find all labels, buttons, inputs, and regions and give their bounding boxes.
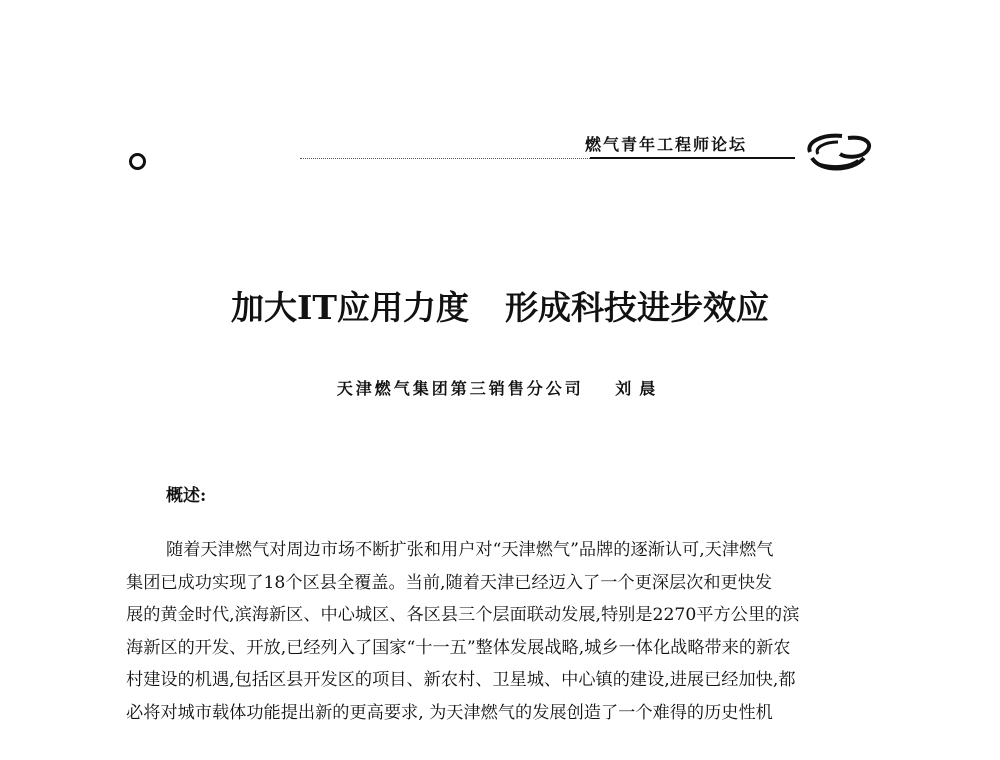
body-line: 海新区的开发、开放,已经列入了国家“十一五”整体发展战略,城乡一体化战略带来的新农 xyxy=(126,637,791,658)
header-dotted-rule xyxy=(300,158,590,159)
body-paragraph xyxy=(126,534,886,729)
article-title-part2: 形成科技进步效应 xyxy=(505,288,769,327)
body-line: 必将对城市载体功能提出新的更高要求, 为天津燃气的发展创造了一个难得的历史性机 xyxy=(126,702,773,723)
author-name: 刘晨 xyxy=(615,379,664,398)
circle-bullet-icon xyxy=(129,153,146,170)
body-line: 村建设的机遇,包括区县开发区的项目、新农村、卫星城、中心镇的建设,进展已经加快,都 xyxy=(126,670,796,690)
body-line: 集团已成功实现了18个区县全覆盖。当前,随着天津已经迈入了一个更深层次和更快发 xyxy=(126,572,773,593)
header-solid-rule xyxy=(590,157,795,159)
article-title xyxy=(0,282,1000,329)
forum-header-title: 燃气青年工程师论坛 xyxy=(585,135,748,154)
body-line: 展的黄金时代,滨海新区、中心城区、各区县三个层面联动发展,特别是2270平方公里的滨 xyxy=(126,605,800,625)
section-heading: 概述: xyxy=(166,486,207,506)
author-organization: 天津燃气集团第三销售分公司 xyxy=(336,379,584,398)
forum-logo-icon xyxy=(800,128,876,178)
article-title-part1: 加大IT应用力度 xyxy=(231,288,469,327)
body-line: 随着天津燃气对周边市场不断扩张和用户对“天津燃气”品牌的逐渐认可,天津燃气 xyxy=(166,540,774,560)
article-byline xyxy=(0,376,1000,399)
